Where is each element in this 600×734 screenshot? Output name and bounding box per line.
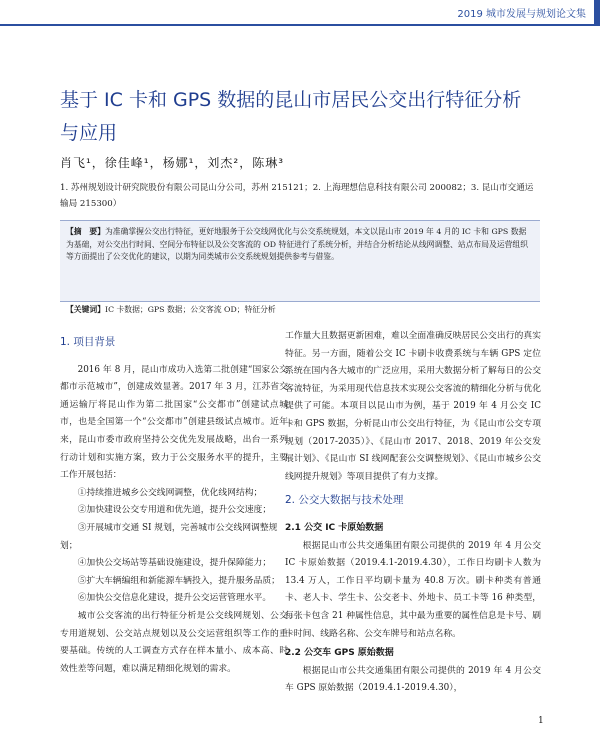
header-accent-bar [594,0,600,24]
paper-title: 基于 IC 卡和 GPS 数据的昆山市居民公交出行特征分析与应用 [60,89,522,144]
page-number: 1 [538,716,544,726]
body-paragraph: 根据昆山市公共交通集团有限公司提供的 2019 年 4 月公交 IC 卡原始数据（2019.4.1-2019.4.30），工作日均刷卡人数为 13.4 万人，工作日平均刷卡量为 40.8 万次。刷卡种类有普通卡、老人卡、学生卡、公交老卡、外地卡、员工卡等 16 种类型，每张卡包含 21 种属性信息，其中最为重要的属性信息是卡号、刷卡时间、线路名称、公交车牌号和站点名称。 [285,540,541,639]
list-item: ④加快公交场站等基础设施建设，提升保障能力； [77,558,272,569]
body-paragraph: 城市公交客流的出行特征分析是公交线网规划、公交专用道规划、公交站点规划以及公交运营组织等工作的重要基础。传统的人工调查方式存在样本量小、成本高、时效性差等问题，难以满足精细化规划的需求。 [60,610,288,674]
author-list: 肖飞¹，徐佳峰¹，杨娜¹，刘杰²，陈琳³ [60,156,285,170]
body-paragraph: 工作量大且数据更新困难，难以全面准确反映居民公交出行的真实特征。另一方面，随着公交 IC 卡刷卡收费系统与车辆 GPS 定位系统在国内各大城市的广泛应用，采用大数据分析了解每日的公交客流特征，为采用现代信息技术实现公交客流的精细化分析与优化提供了可能。本项目以昆山市为例，基于 2019 年 4 月公交 IC 卡和 GPS 数据，分析昆山市公交出行特征，为《昆山市公交专项规划（2017-2035）》、《昆山市 2017、2018、2019 年公交发展计划》、《昆山市 SI 线网配套公交调整规划》、《昆山市城乡公交线网提升规划》等项目提供了有力支撑。 [285,331,541,482]
abstract-text: 为准确掌握公交出行特征，更好地服务于公交线网优化与公交系统规划，本文以昆山市 2019 年 4 月的 IC 卡和 GPS 数据为基础，对公交出行时间、空间分布特征以及公交客流的 OD 特征进行了系统分析，并结合分析结论从线网调整、站点布局及运营组织等方面提出了公交优化的建议，以期为同类城市公交系统规划提供参考与借鉴。 [66,227,529,262]
body-paragraph: 根据昆山市公共交通集团有限公司提供的 2019 年 4 月公交车 GPS 原始数据（2019.4.1-2019.4.30）， [285,665,541,694]
list-item: ⑤扩大车辆编组和新能源车辆投入，提升服务品质； [77,575,280,586]
list-item: ③开展城市交通 SI 规划，完善城市公交线网调整规划； [60,522,278,551]
right-column [285,328,541,698]
affiliations: 1. 苏州规划设计研究院股份有限公司昆山分公司，苏州 215121；2. 上海理想信息科技有限公司 200082；3. 昆山市交通运输局 215300） [60,183,534,209]
subsection-heading: 2.2 公交车 GPS 原始数据 [285,648,394,659]
abstract-label: 【摘 要】 [66,227,105,236]
list-item: ⑥加快公交信息化建设，提升公交运营管理水平。 [77,593,272,604]
subsection-heading: 2.1 公交 IC 卡原始数据 [285,522,384,533]
running-title: 2019 城市发展与规划论文集 [457,9,586,20]
left-column [60,328,288,678]
body-paragraph: 2016 年 8 月，昆山市成功入选第二批创建“国家公交都市示范城市”，创建成效显著。2017 年 3 月，江苏省交通运输厅将昆山作为第二批国家“公交都市”创建试点城市，也是全国第一个“公交都市”创建县级试点城市。近年来，昆山市委市政府坚持公交优先发展战略，出台一系列行动计划和实施方案，致力于公交服务水平的提升，主要工作开展包括： [60,364,288,481]
section-heading-2: 2. 公交大数据与技术处理 [285,494,404,507]
keywords-label: 【关键词】 [66,305,105,314]
abstract-box [60,220,540,302]
running-header [0,0,600,26]
list-item: ①持续推进城乡公交线网调整，优化线网结构； [77,487,263,498]
keywords [66,304,276,315]
list-item: ②加快建设公交专用道和优先道，提升公交速度； [77,505,272,516]
section-heading-1: 1. 项目背景 [60,336,116,348]
keywords-text: IC 卡数据；GPS 数据；公交客流 OD；特征分析 [104,305,276,314]
